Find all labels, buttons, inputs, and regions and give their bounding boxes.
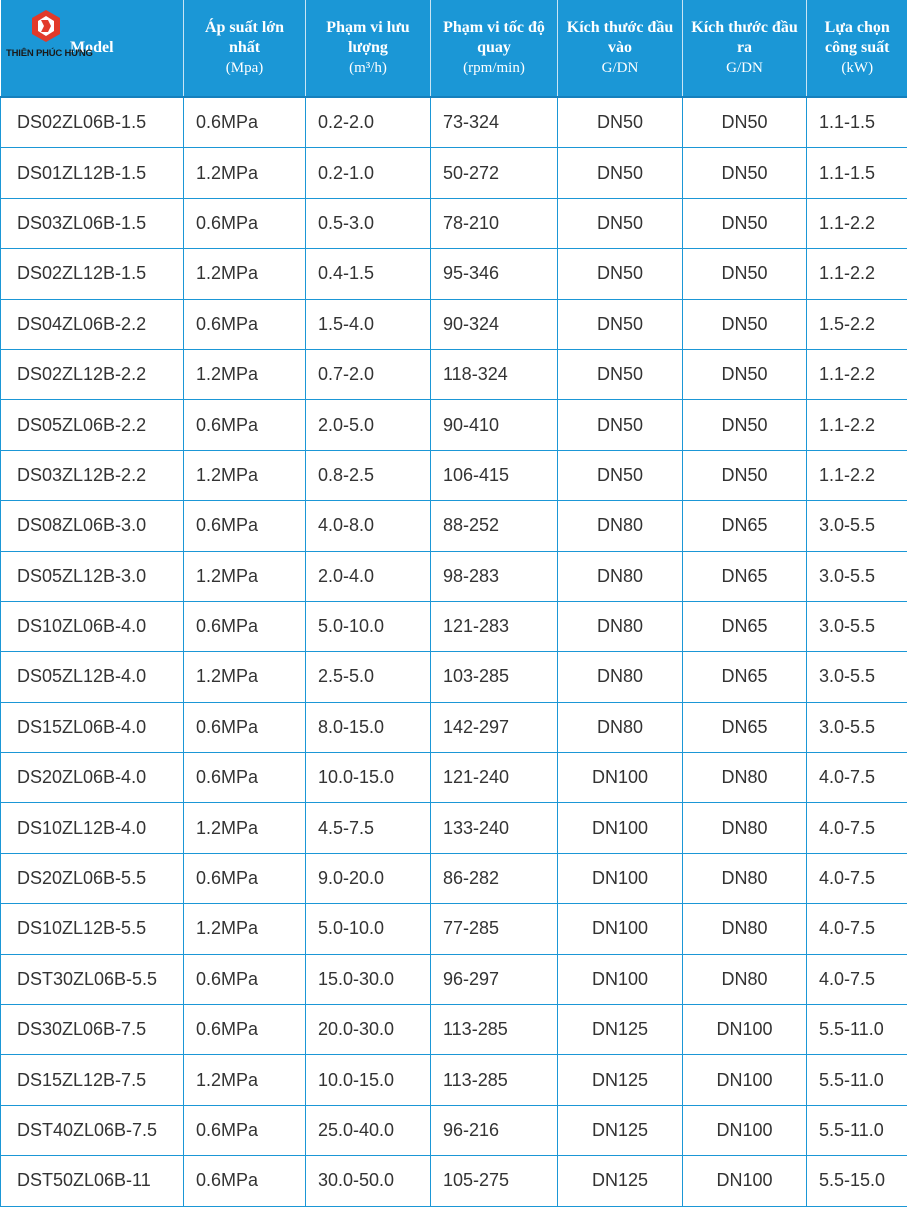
cell-power-range: 1.1-2.2 [807,450,907,500]
header-speed-unit: (rpm/min) [435,58,553,78]
cell-flow-range: 0.8-2.5 [306,450,431,500]
cell-speed-range: 106-415 [431,450,558,500]
company-logo-mark-icon [26,8,66,46]
table-row [1,803,907,853]
table-row [1,1055,907,1105]
table-row [1,249,907,299]
cell-power-range: 4.0-7.5 [807,904,907,954]
header-power-label: Lựa chọn công suất [825,19,890,56]
cell-outlet-size: DN65 [683,501,807,551]
cell-model: DS04ZL06B-2.2 [1,299,184,349]
table-row [1,853,907,903]
cell-speed-range: 113-285 [431,1005,558,1055]
cell-inlet-size: DN50 [558,198,683,248]
cell-outlet-size: DN50 [683,349,807,399]
cell-model: DS01ZL12B-1.5 [1,148,184,198]
cell-model: DS10ZL12B-4.0 [1,803,184,853]
cell-outlet-size: DN80 [683,904,807,954]
cell-model: DS05ZL06B-2.2 [1,400,184,450]
table-row [1,904,907,954]
cell-flow-range: 8.0-15.0 [306,702,431,752]
cell-max-pressure: 1.2MPa [184,652,306,702]
cell-outlet-size: DN100 [683,1005,807,1055]
cell-model: DST50ZL06B-11 [1,1156,184,1206]
cell-flow-range: 15.0-30.0 [306,954,431,1004]
cell-flow-range: 0.2-2.0 [306,97,431,148]
cell-speed-range: 121-240 [431,753,558,803]
cell-max-pressure: 1.2MPa [184,551,306,601]
cell-model: DS03ZL12B-2.2 [1,450,184,500]
table-row [1,1156,907,1206]
cell-inlet-size: DN80 [558,601,683,651]
cell-model: DS03ZL06B-1.5 [1,198,184,248]
cell-power-range: 3.0-5.5 [807,601,907,651]
cell-flow-range: 30.0-50.0 [306,1156,431,1206]
cell-flow-range: 10.0-15.0 [306,1055,431,1105]
header-pressure-unit: (Mpa) [188,58,301,78]
cell-outlet-size: DN50 [683,299,807,349]
cell-max-pressure: 1.2MPa [184,803,306,853]
cell-power-range: 3.0-5.5 [807,652,907,702]
header-outlet-label: Kích thước đầu ra [691,19,797,56]
cell-model: DS15ZL12B-7.5 [1,1055,184,1105]
cell-power-range: 4.0-7.5 [807,954,907,1004]
cell-inlet-size: DN50 [558,400,683,450]
table-body [1,97,907,1206]
cell-speed-range: 105-275 [431,1156,558,1206]
cell-model: DST30ZL06B-5.5 [1,954,184,1004]
cell-power-range: 3.0-5.5 [807,702,907,752]
header-flow-unit: (m³/h) [310,58,426,78]
cell-speed-range: 90-324 [431,299,558,349]
cell-flow-range: 2.0-5.0 [306,400,431,450]
cell-power-range: 1.1-1.5 [807,148,907,198]
cell-speed-range: 95-346 [431,249,558,299]
cell-inlet-size: DN50 [558,97,683,148]
cell-speed-range: 86-282 [431,853,558,903]
cell-outlet-size: DN65 [683,601,807,651]
cell-speed-range: 118-324 [431,349,558,399]
table-row [1,501,907,551]
cell-model: DS10ZL06B-4.0 [1,601,184,651]
cell-inlet-size: DN100 [558,803,683,853]
cell-model: DS20ZL06B-5.5 [1,853,184,903]
cell-outlet-size: DN50 [683,148,807,198]
cell-max-pressure: 0.6MPa [184,501,306,551]
cell-max-pressure: 0.6MPa [184,601,306,651]
cell-flow-range: 20.0-30.0 [306,1005,431,1055]
cell-inlet-size: DN100 [558,954,683,1004]
table-row [1,753,907,803]
cell-inlet-size: DN50 [558,299,683,349]
cell-max-pressure: 0.6MPa [184,1005,306,1055]
company-logo [4,8,134,66]
header-power [807,0,907,97]
cell-power-range: 3.0-5.5 [807,551,907,601]
cell-inlet-size: DN50 [558,249,683,299]
cell-speed-range: 78-210 [431,198,558,248]
cell-speed-range: 98-283 [431,551,558,601]
cell-model: DS02ZL06B-1.5 [1,97,184,148]
cell-max-pressure: 0.6MPa [184,1105,306,1155]
cell-speed-range: 133-240 [431,803,558,853]
header-inlet-label: Kích thước đầu vào [567,19,673,56]
header-inlet-unit: G/DN [562,58,678,78]
cell-outlet-size: DN65 [683,652,807,702]
cell-model: DS02ZL12B-1.5 [1,249,184,299]
table-row [1,954,907,1004]
cell-max-pressure: 0.6MPa [184,299,306,349]
header-inlet [558,0,683,97]
cell-model: DS20ZL06B-4.0 [1,753,184,803]
cell-max-pressure: 1.2MPa [184,249,306,299]
cell-inlet-size: DN125 [558,1156,683,1206]
cell-power-range: 1.1-2.2 [807,249,907,299]
cell-inlet-size: DN80 [558,501,683,551]
cell-power-range: 5.5-11.0 [807,1055,907,1105]
cell-speed-range: 77-285 [431,904,558,954]
header-speed [431,0,558,97]
cell-speed-range: 121-283 [431,601,558,651]
cell-outlet-size: DN50 [683,97,807,148]
cell-power-range: 1.1-1.5 [807,97,907,148]
cell-flow-range: 25.0-40.0 [306,1105,431,1155]
table-row [1,198,907,248]
cell-max-pressure: 0.6MPa [184,97,306,148]
cell-max-pressure: 0.6MPa [184,753,306,803]
cell-model: DS08ZL06B-3.0 [1,501,184,551]
cell-max-pressure: 0.6MPa [184,400,306,450]
header-flow [306,0,431,97]
cell-flow-range: 1.5-4.0 [306,299,431,349]
cell-inlet-size: DN80 [558,702,683,752]
cell-model: DS05ZL12B-4.0 [1,652,184,702]
cell-max-pressure: 1.2MPa [184,1055,306,1105]
table-row [1,652,907,702]
cell-speed-range: 96-297 [431,954,558,1004]
table-row [1,1105,907,1155]
cell-inlet-size: DN50 [558,349,683,399]
table-row [1,702,907,752]
cell-inlet-size: DN125 [558,1055,683,1105]
cell-inlet-size: DN100 [558,753,683,803]
cell-flow-range: 0.4-1.5 [306,249,431,299]
cell-model: DS05ZL12B-3.0 [1,551,184,601]
cell-power-range: 4.0-7.5 [807,753,907,803]
header-model-label: Model [70,39,114,56]
cell-power-range: 1.5-2.2 [807,299,907,349]
cell-speed-range: 113-285 [431,1055,558,1105]
cell-flow-range: 5.0-10.0 [306,601,431,651]
cell-outlet-size: DN50 [683,249,807,299]
header-power-unit: (kW) [811,58,904,78]
cell-power-range: 1.1-2.2 [807,198,907,248]
cell-flow-range: 0.7-2.0 [306,349,431,399]
cell-power-range: 1.1-2.2 [807,349,907,399]
cell-max-pressure: 0.6MPa [184,198,306,248]
cell-outlet-size: DN65 [683,551,807,601]
cell-speed-range: 88-252 [431,501,558,551]
table-row [1,299,907,349]
cell-model: DS10ZL12B-5.5 [1,904,184,954]
cell-model: DST40ZL06B-7.5 [1,1105,184,1155]
cell-flow-range: 0.5-3.0 [306,198,431,248]
cell-inlet-size: DN125 [558,1005,683,1055]
cell-speed-range: 142-297 [431,702,558,752]
header-outlet-unit: G/DN [687,58,802,78]
header-pressure-label: Áp suất lớn nhất [205,19,284,56]
header-outlet [683,0,807,97]
cell-power-range: 5.5-15.0 [807,1156,907,1206]
cell-outlet-size: DN100 [683,1156,807,1206]
header-flow-label: Phạm vi lưu lượng [326,19,409,56]
cell-inlet-size: DN80 [558,551,683,601]
cell-max-pressure: 1.2MPa [184,904,306,954]
table-row [1,551,907,601]
cell-power-range: 4.0-7.5 [807,803,907,853]
header-speed-label: Phạm vi tốc độ quay [443,19,545,56]
cell-max-pressure: 0.6MPa [184,702,306,752]
cell-inlet-size: DN50 [558,450,683,500]
table-row [1,349,907,399]
cell-inlet-size: DN100 [558,904,683,954]
table-row [1,1005,907,1055]
cell-speed-range: 103-285 [431,652,558,702]
cell-outlet-size: DN80 [683,753,807,803]
cell-outlet-size: DN50 [683,400,807,450]
cell-power-range: 4.0-7.5 [807,853,907,903]
cell-flow-range: 4.5-7.5 [306,803,431,853]
cell-outlet-size: DN65 [683,702,807,752]
cell-outlet-size: DN100 [683,1105,807,1155]
header-pressure [184,0,306,97]
cell-flow-range: 2.5-5.0 [306,652,431,702]
table-row [1,148,907,198]
cell-speed-range: 73-324 [431,97,558,148]
table-row [1,400,907,450]
cell-inlet-size: DN80 [558,652,683,702]
table-row [1,601,907,651]
cell-power-range: 3.0-5.5 [807,501,907,551]
cell-flow-range: 0.2-1.0 [306,148,431,198]
table-row [1,97,907,148]
header-row [1,0,907,97]
cell-power-range: 5.5-11.0 [807,1005,907,1055]
cell-model: DS02ZL12B-2.2 [1,349,184,399]
cell-max-pressure: 0.6MPa [184,954,306,1004]
cell-outlet-size: DN80 [683,853,807,903]
cell-max-pressure: 1.2MPa [184,450,306,500]
cell-inlet-size: DN50 [558,148,683,198]
cell-max-pressure: 1.2MPa [184,148,306,198]
cell-speed-range: 90-410 [431,400,558,450]
cell-model: DS15ZL06B-4.0 [1,702,184,752]
cell-inlet-size: DN100 [558,853,683,903]
cell-power-range: 1.1-2.2 [807,400,907,450]
cell-outlet-size: DN80 [683,954,807,1004]
company-logo-text: THIÊN PHÚC HƯNG [6,48,93,59]
table-row [1,450,907,500]
cell-max-pressure: 0.6MPa [184,1156,306,1206]
cell-outlet-size: DN50 [683,450,807,500]
cell-max-pressure: 1.2MPa [184,349,306,399]
cell-speed-range: 96-216 [431,1105,558,1155]
cell-flow-range: 2.0-4.0 [306,551,431,601]
cell-outlet-size: DN80 [683,803,807,853]
cell-inlet-size: DN125 [558,1105,683,1155]
cell-flow-range: 10.0-15.0 [306,753,431,803]
cell-outlet-size: DN50 [683,198,807,248]
cell-outlet-size: DN100 [683,1055,807,1105]
cell-flow-range: 4.0-8.0 [306,501,431,551]
cell-power-range: 5.5-11.0 [807,1105,907,1155]
cell-speed-range: 50-272 [431,148,558,198]
cell-model: DS30ZL06B-7.5 [1,1005,184,1055]
cell-flow-range: 5.0-10.0 [306,904,431,954]
cell-flow-range: 9.0-20.0 [306,853,431,903]
cell-max-pressure: 0.6MPa [184,853,306,903]
